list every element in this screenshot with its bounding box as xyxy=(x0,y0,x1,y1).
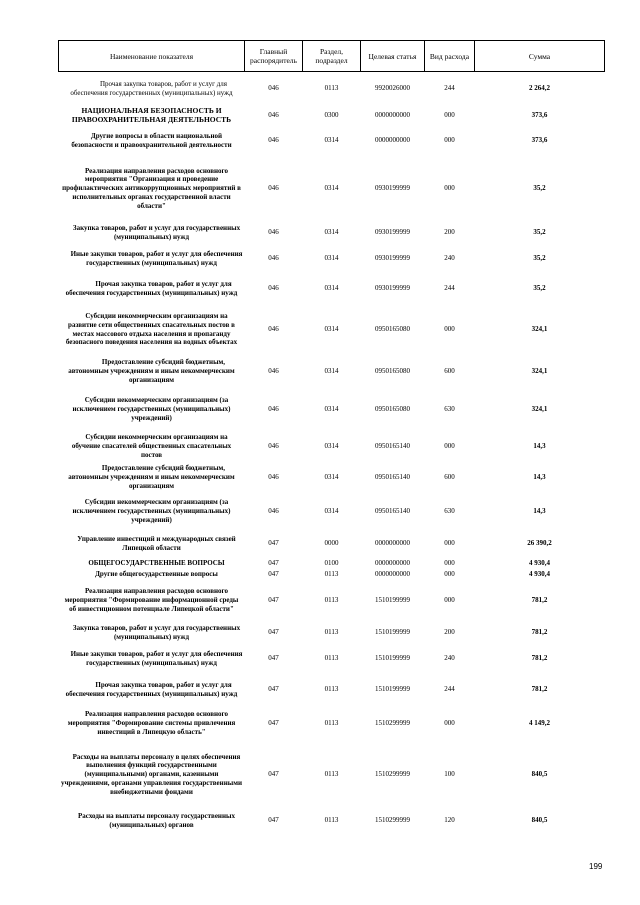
row-name: Прочая закупка товаров, работ и услуг для обеспечения государственных (муниципальных) нужд xyxy=(65,680,238,698)
table-row xyxy=(59,388,605,432)
table-row xyxy=(59,462,605,494)
row-rz: 0113 xyxy=(324,569,339,578)
row-gr: 047 xyxy=(268,569,279,578)
row-cs: 9920026000 xyxy=(375,84,410,93)
row-gr: 047 xyxy=(268,816,279,825)
row-cs: 1510299999 xyxy=(375,770,410,779)
row-vr: 000 xyxy=(444,596,455,605)
row-sum: 2 264,2 xyxy=(529,84,550,93)
row-sum: 35,2 xyxy=(533,228,546,237)
row-vr: 000 xyxy=(444,325,455,334)
header-sum: Сумма xyxy=(475,41,605,72)
row-sum: 4 149,2 xyxy=(529,719,550,728)
row-gr: 046 xyxy=(268,405,279,414)
table-row xyxy=(59,244,605,274)
row-rz: 0113 xyxy=(324,770,339,779)
table-header-row xyxy=(59,41,605,72)
table-row xyxy=(59,72,605,106)
row-name: Управление инвестиций и международных связей Липецкой области xyxy=(77,534,236,552)
row-gr: 046 xyxy=(268,367,279,376)
row-name: Расходы на выплаты персоналу в целях обеспечения выполнения функций государственными (муниципальными) органами, казенными учреждениями, органами управления государственными внебюджетными фондами xyxy=(60,752,242,796)
row-cs: 0000000000 xyxy=(375,539,410,548)
row-vr: 240 xyxy=(444,654,455,663)
row-sum: 14,3 xyxy=(533,442,546,451)
row-rz: 0113 xyxy=(324,685,339,694)
row-name: НАЦИОНАЛЬНАЯ БЕЗОПАСНОСТЬ И ПРАВООХРАНИТЕЛЬНАЯ ДЕЯТЕЛЬНОСТЬ xyxy=(71,105,232,124)
row-name: Реализация направления расходов основного мероприятия "Формирование информационной среды об инвестиционном потенциале Липецкой области" xyxy=(64,587,239,613)
row-vr: 100 xyxy=(444,770,455,779)
row-gr: 046 xyxy=(268,184,279,193)
row-cs: 0950165080 xyxy=(375,405,410,414)
table-row xyxy=(59,356,605,388)
row-gr: 046 xyxy=(268,84,279,93)
row-vr: 630 xyxy=(444,507,455,516)
row-rz: 0113 xyxy=(324,654,339,663)
row-sum: 26 390,2 xyxy=(527,539,552,548)
row-rz: 0314 xyxy=(324,405,339,414)
row-cs: 1510199999 xyxy=(375,685,410,694)
row-cs: 0930199999 xyxy=(375,284,410,293)
row-gr: 047 xyxy=(268,558,279,567)
row-vr: 000 xyxy=(444,184,455,193)
row-sum: 373,6 xyxy=(531,111,548,120)
table-row xyxy=(59,808,605,834)
row-name: Субсидии некоммерческим организациям (за исключением государственных (муниципальных) учреждений) xyxy=(72,498,231,524)
header-cs: Целевая статья xyxy=(361,41,425,72)
row-gr: 047 xyxy=(268,770,279,779)
row-cs: 0950165140 xyxy=(375,442,410,451)
row-name: ОБЩЕГОСУДАРСТВЕННЫЕ ВОПРОСЫ xyxy=(88,558,225,567)
table-row xyxy=(59,304,605,356)
row-sum: 840,5 xyxy=(531,770,548,779)
row-gr: 046 xyxy=(268,284,279,293)
row-cs: 1510299999 xyxy=(375,719,410,728)
row-rz: 0300 xyxy=(324,111,339,120)
table-row xyxy=(59,494,605,530)
row-cs: 1510199999 xyxy=(375,596,410,605)
row-gr: 047 xyxy=(268,685,279,694)
row-name: Иные закупки товаров, работ и услуг для обеспечения государственных (муниципальных) нужд xyxy=(70,649,243,667)
row-cs: 0950165080 xyxy=(375,367,410,376)
row-cs: 1510199999 xyxy=(375,654,410,663)
row-sum: 324,1 xyxy=(531,367,548,376)
row-rz: 0314 xyxy=(324,325,339,334)
row-vr: 120 xyxy=(444,816,455,825)
row-gr: 046 xyxy=(268,325,279,334)
row-cs: 0000000000 xyxy=(375,558,410,567)
row-vr: 244 xyxy=(444,284,455,293)
row-sum: 35,2 xyxy=(533,254,546,263)
row-name: Иные закупки товаров, работ и услуг для обеспечения государственных (муниципальных) нужд xyxy=(70,249,243,267)
table-row xyxy=(59,222,605,244)
row-gr: 047 xyxy=(268,596,279,605)
row-vr: 200 xyxy=(444,628,455,637)
row-rz: 0314 xyxy=(324,442,339,451)
row-gr: 047 xyxy=(268,628,279,637)
row-rz: 0100 xyxy=(324,558,339,567)
row-sum: 35,2 xyxy=(533,284,546,293)
row-cs: 0000000000 xyxy=(375,111,410,120)
row-rz: 0314 xyxy=(324,136,339,145)
table-row xyxy=(59,644,605,674)
row-gr: 046 xyxy=(268,442,279,451)
row-sum: 840,5 xyxy=(531,816,548,825)
row-name: Реализация направления расходов основного мероприятия "Организация и проведение профилактических антикоррупционных мероприятий в исполнительных органах государственной власти области" xyxy=(62,166,241,210)
header-name: Наименование показателя xyxy=(59,41,245,72)
row-gr: 046 xyxy=(268,507,279,516)
row-gr: 047 xyxy=(268,539,279,548)
table-row xyxy=(59,126,605,156)
row-vr: 244 xyxy=(444,84,455,93)
row-cs: 0930199999 xyxy=(375,254,410,263)
row-sum: 781,2 xyxy=(531,654,548,663)
row-gr: 047 xyxy=(268,654,279,663)
budget-table xyxy=(58,40,605,834)
row-cs: 1510299999 xyxy=(375,816,410,825)
row-gr: 046 xyxy=(268,228,279,237)
table-row xyxy=(59,674,605,706)
row-vr: 200 xyxy=(444,228,455,237)
row-sum: 14,3 xyxy=(533,507,546,516)
row-sum: 324,1 xyxy=(531,405,548,414)
row-gr: 046 xyxy=(268,136,279,145)
row-rz: 0113 xyxy=(324,719,339,728)
row-name: Закупка товаров, работ и услуг для государственных (муниципальных) нужд xyxy=(72,623,241,641)
row-name: Другие вопросы в области национальной безопасности и правоохранительной деятельности xyxy=(71,131,232,149)
row-name: Субсидии некоммерческим организациям (за исключением государственных (муниципальных) учреждений) xyxy=(72,396,231,422)
row-gr: 047 xyxy=(268,719,279,728)
row-name: Субсидии некоммерческим организациям на развитие сети общественных спасательных постов в местах массового отдыха населения и пропаганду безопасного поведения населения на водных объектах xyxy=(65,312,238,347)
table-row xyxy=(59,742,605,808)
table-row xyxy=(59,274,605,304)
row-sum: 35,2 xyxy=(533,184,546,193)
row-sum: 324,1 xyxy=(531,325,548,334)
table-row xyxy=(59,432,605,462)
row-cs: 0950165140 xyxy=(375,473,410,482)
header-gr: Главный распорядитель xyxy=(245,41,303,72)
row-vr: 000 xyxy=(444,111,455,120)
row-sum: 781,2 xyxy=(531,628,548,637)
row-sum: 781,2 xyxy=(531,596,548,605)
row-name: Субсидии некоммерческим организациям на обучение спасателей общественных спасательных постов xyxy=(71,433,232,459)
row-vr: 600 xyxy=(444,473,455,482)
row-vr: 600 xyxy=(444,367,455,376)
row-cs: 0000000000 xyxy=(375,136,410,145)
row-sum: 4 930,4 xyxy=(529,569,550,578)
row-vr: 000 xyxy=(444,558,455,567)
row-rz: 0314 xyxy=(324,367,339,376)
row-cs: 0950165140 xyxy=(375,507,410,516)
row-vr: 000 xyxy=(444,719,455,728)
row-sum: 781,2 xyxy=(531,685,548,694)
row-rz: 0113 xyxy=(324,596,339,605)
row-vr: 240 xyxy=(444,254,455,263)
row-sum: 14,3 xyxy=(533,473,546,482)
row-vr: 000 xyxy=(444,539,455,548)
row-name: Предоставление субсидий бюджетным, автономным учреждениям и иным некоммерческим организациям xyxy=(68,358,235,384)
row-rz: 0314 xyxy=(324,184,339,193)
row-name: Прочая закупка товаров, работ и услуг для обеспечения государственных (муниципальных) нужд xyxy=(65,279,238,297)
row-name: Предоставление субсидий бюджетным, автономным учреждениям и иным некоммерческим организациям xyxy=(68,464,235,490)
row-name: Реализация направления расходов основного мероприятия "Формирование системы привлечения инвестиций в Липецкую область" xyxy=(67,710,236,736)
row-rz: 0000 xyxy=(324,539,339,548)
row-rz: 0314 xyxy=(324,507,339,516)
row-cs: 0950165080 xyxy=(375,325,410,334)
table-row xyxy=(59,569,605,580)
header-rz: Раздел, подраздел xyxy=(303,41,361,72)
row-name: Расходы на выплаты персоналу государственных (муниципальных) органов xyxy=(78,811,235,829)
row-sum: 373,6 xyxy=(531,136,548,145)
row-rz: 0113 xyxy=(324,628,339,637)
row-cs: 0000000000 xyxy=(375,569,410,578)
row-rz: 0314 xyxy=(324,228,339,237)
row-vr: 630 xyxy=(444,405,455,414)
table-row xyxy=(59,156,605,222)
row-cs: 0930199999 xyxy=(375,228,410,237)
table-row xyxy=(59,558,605,569)
page-number: 199 xyxy=(589,862,603,871)
row-gr: 046 xyxy=(268,473,279,482)
row-rz: 0314 xyxy=(324,284,339,293)
row-name: Закупка товаров, работ и услуг для государственных (муниципальных) нужд xyxy=(72,223,241,241)
row-gr: 046 xyxy=(268,254,279,263)
row-cs: 0930199999 xyxy=(375,184,410,193)
row-vr: 000 xyxy=(444,136,455,145)
table-row xyxy=(59,530,605,558)
row-rz: 0314 xyxy=(324,473,339,482)
row-rz: 0113 xyxy=(324,816,339,825)
row-name: Прочая закупка товаров, работ и услуг для обеспечения государственных (муниципальных) нужд xyxy=(70,80,233,97)
row-rz: 0113 xyxy=(324,84,339,93)
table-row xyxy=(59,706,605,742)
row-cs: 1510199999 xyxy=(375,628,410,637)
row-gr: 046 xyxy=(268,111,279,120)
row-vr: 244 xyxy=(444,685,455,694)
row-name: Другие общегосударственные вопросы xyxy=(95,569,218,578)
table-row xyxy=(59,580,605,622)
row-vr: 000 xyxy=(444,442,455,451)
table-row xyxy=(59,106,605,126)
row-rz: 0314 xyxy=(324,254,339,263)
row-sum: 4 930,4 xyxy=(529,558,550,567)
row-vr: 000 xyxy=(444,569,455,578)
table-row xyxy=(59,622,605,644)
header-vr: Вид расхода xyxy=(425,41,475,72)
